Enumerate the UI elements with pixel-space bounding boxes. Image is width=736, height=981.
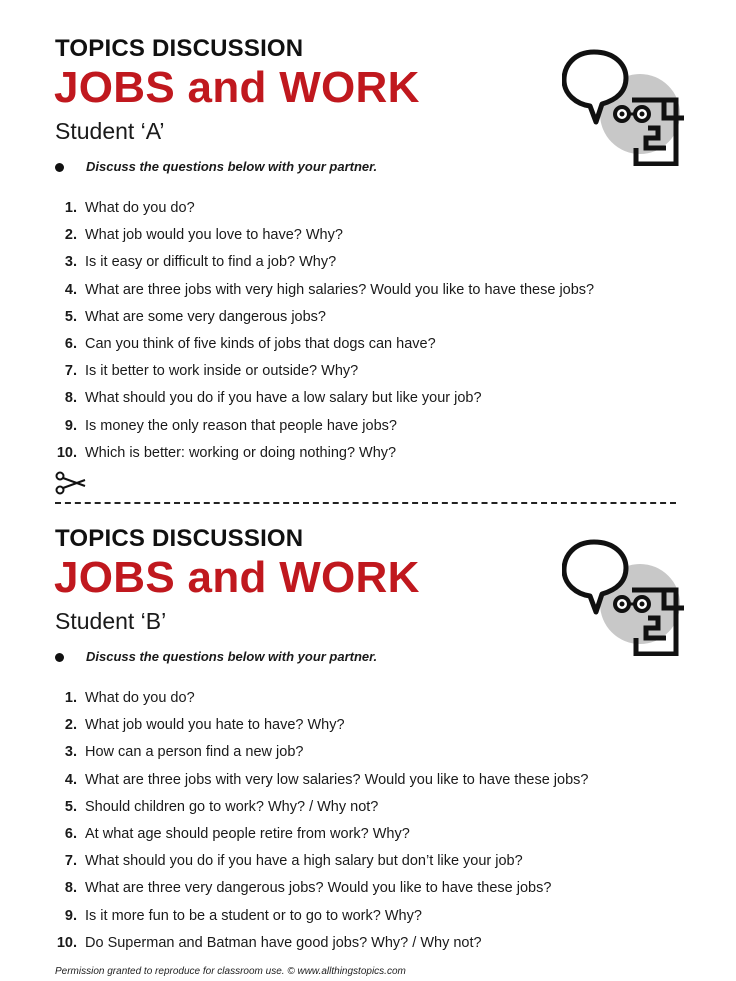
question-text: What do you do?	[85, 690, 195, 706]
question-text: Can you think of five kinds of jobs that dogs can have?	[85, 335, 436, 352]
question-item	[55, 307, 594, 334]
topics-label: TOPICS DISCUSSION	[55, 35, 304, 62]
student-label: Student ‘A’	[55, 118, 165, 144]
instruction	[55, 648, 377, 666]
question-text: Do Superman and Batman have good jobs? Why? / Why not?	[85, 934, 482, 951]
question-text: Is money the only reason that people have jobs?	[85, 417, 397, 434]
instruction-text: Discuss the questions below with your partner.	[86, 649, 378, 664]
question-list	[55, 688, 588, 960]
question-text: What are three jobs with very low salaries? Would you like to have these jobs?	[85, 771, 589, 788]
scissors-icon	[55, 470, 89, 496]
question-text: What should you do if you have a high salary but don’t like your job?	[85, 853, 523, 870]
question-text: What are some very dangerous jobs?	[85, 308, 326, 325]
question-number: 6.	[64, 335, 77, 352]
question-text: Is it more fun to be a student or to go to work? Why?	[85, 907, 422, 924]
question-text: At what age should people retire from work? Why?	[85, 825, 410, 842]
page-title: JOBS and WORK	[54, 553, 420, 602]
question-number: 2.	[64, 717, 77, 734]
question-number: 1.	[64, 200, 77, 216]
question-list	[55, 198, 594, 470]
question-item	[55, 824, 588, 851]
question-number: 10.	[56, 934, 77, 951]
question-number: 9.	[64, 417, 77, 434]
question-text: What are three very dangerous jobs? Would you like to have these jobs?	[85, 880, 552, 897]
question-item	[55, 906, 588, 933]
instruction	[55, 158, 377, 176]
question-number: 8.	[64, 880, 77, 897]
question-text: Should children go to work? Why? / Why not?	[85, 798, 379, 815]
bullet-icon	[55, 653, 64, 662]
question-number: 4.	[64, 771, 77, 788]
question-number: 5.	[64, 308, 77, 325]
speech-bubble-face-icon	[562, 48, 687, 166]
question-number: 6.	[64, 825, 77, 842]
question-number: 7.	[64, 363, 77, 380]
question-text: What should you do if you have a low salary but like your job?	[85, 390, 482, 407]
footer-permission: Permission granted to reproduce for classroom use. © www.allthingstopics.com	[55, 966, 406, 977]
question-number: 5.	[64, 798, 77, 815]
question-item	[55, 797, 588, 824]
question-item	[55, 388, 594, 415]
question-item	[55, 443, 594, 470]
instruction-text: Discuss the questions below with your partner.	[86, 159, 378, 174]
topics-label: TOPICS DISCUSSION	[55, 525, 304, 552]
question-number: 3.	[64, 744, 77, 761]
page-title: JOBS and WORK	[54, 63, 420, 112]
question-item	[55, 742, 588, 769]
question-text: What do you do?	[85, 200, 195, 216]
question-item	[55, 715, 588, 742]
question-item	[55, 878, 588, 905]
question-number: 7.	[64, 853, 77, 870]
question-item	[55, 334, 594, 361]
question-number: 8.	[64, 390, 77, 407]
question-text: What are three jobs with very high salaries? Would you like to have these jobs?	[85, 281, 595, 298]
question-item	[55, 252, 594, 279]
question-number: 9.	[64, 907, 77, 924]
question-item	[55, 688, 588, 715]
question-text: Which is better: working or doing nothing? Why?	[85, 444, 397, 461]
question-text: What job would you love to have? Why?	[85, 227, 343, 244]
question-text: What job would you hate to have? Why?	[85, 717, 345, 734]
speech-bubble-face-icon	[562, 538, 687, 656]
question-item	[55, 225, 594, 252]
question-item	[55, 280, 594, 307]
question-item	[55, 770, 588, 797]
question-number: 1.	[64, 690, 77, 706]
question-item	[55, 933, 588, 960]
question-text: How can a person find a new job?	[85, 744, 304, 761]
question-number: 2.	[64, 227, 77, 244]
question-item	[55, 416, 594, 443]
cut-line	[55, 470, 680, 510]
question-text: Is it better to work inside or outside? Why?	[85, 363, 359, 380]
question-number: 4.	[64, 281, 77, 298]
student-label: Student ‘B’	[55, 608, 167, 634]
question-item	[55, 851, 588, 878]
bullet-icon	[55, 163, 64, 172]
question-number: 3.	[64, 254, 77, 271]
dashed-divider	[55, 502, 676, 504]
question-number: 10.	[56, 444, 77, 461]
question-text: Is it easy or difficult to find a job? Why?	[85, 254, 337, 271]
question-item	[55, 361, 594, 388]
question-item	[55, 198, 594, 225]
